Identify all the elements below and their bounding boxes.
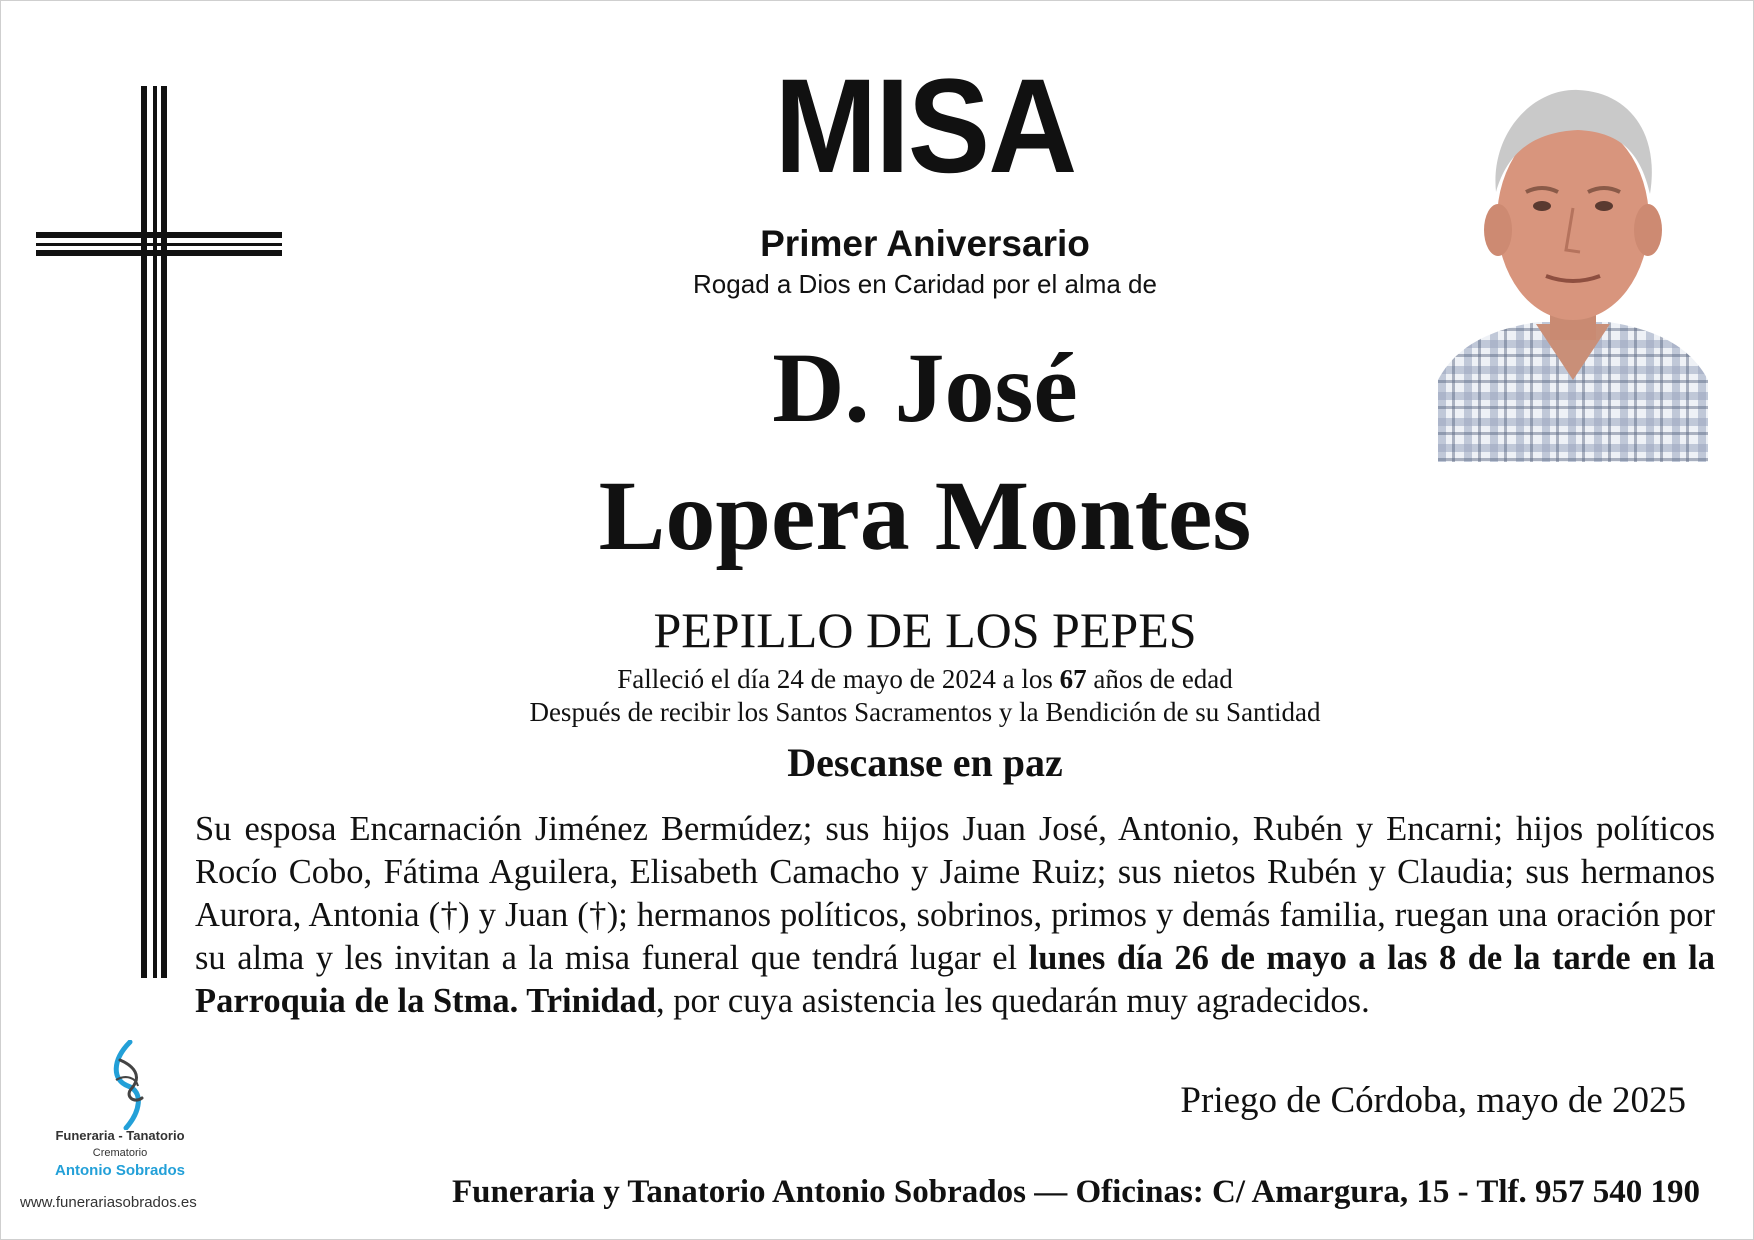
place-date: Priego de Córdoba, mayo de 2025 — [1180, 1080, 1686, 1121]
website-link[interactable]: www.funerariasobrados.es — [20, 1194, 197, 1211]
page-title: MISA — [774, 52, 1076, 201]
prayer-line: Rogad a Dios en Caridad por el alma de — [693, 269, 1157, 299]
funeral-home-logo — [20, 1040, 230, 1220]
footer-contact: Funeraria y Tanatorio Antonio Sobrados — Oficinas: C/ Amargura, 15 - Tlf. 957 540 190 — [452, 1174, 1700, 1210]
family-announcement — [195, 808, 1715, 1023]
mass-details: lunes día 26 de mayo a las 8 de la tarde en la Parroquia de la Stma. Trinidad — [195, 939, 1715, 1020]
logo-line1: Funeraria - Tanatorio — [55, 1128, 185, 1143]
logo-line3: Antonio Sobrados — [55, 1162, 185, 1179]
rest-in-peace: Descanse en paz — [787, 740, 1063, 785]
deceased-name-line2: Lopera Montes — [598, 460, 1252, 571]
death-info — [420, 662, 1430, 696]
announcement-closing: , por cuya asistencia les quedarán muy agradecidos. — [656, 982, 1370, 1020]
deceased-name-line1: D. José — [772, 332, 1078, 443]
announcement-text: Su esposa Encarnación Jiménez Bermúdez; sus hijos Juan José, Antonio, Rubén y Encarni; hijos políticos Rocío Cobo, Fátima Aguilera, Elisabeth Camacho y Jaime Ruiz; sus nietos Rubén y Claudia; sus hermanos Aurora, Antonia (†) y Juan (†); hermanos políticos, sobrinos, primos y demás familia, ruegan una oración por su alma y les invitan a la misa funeral que tendrá lugar el — [195, 810, 1715, 977]
age-suffix: años de edad — [1086, 664, 1233, 694]
anniversary-subtitle: Primer Aniversario — [760, 223, 1090, 264]
deceased-nickname: PEPILLO DE LOS PEPES — [653, 602, 1197, 658]
death-date-text: Falleció el día 24 de mayo de 2024 a los — [617, 664, 1060, 694]
logo-line2: Crematorio — [92, 1147, 148, 1159]
portrait-photo — [1438, 80, 1708, 462]
age-value: 67 — [1059, 664, 1087, 694]
sacraments-line: Después de recibir los Santos Sacramentos y la Bendición de su Santidad — [529, 697, 1321, 727]
logo-mark-icon — [98, 1040, 158, 1130]
